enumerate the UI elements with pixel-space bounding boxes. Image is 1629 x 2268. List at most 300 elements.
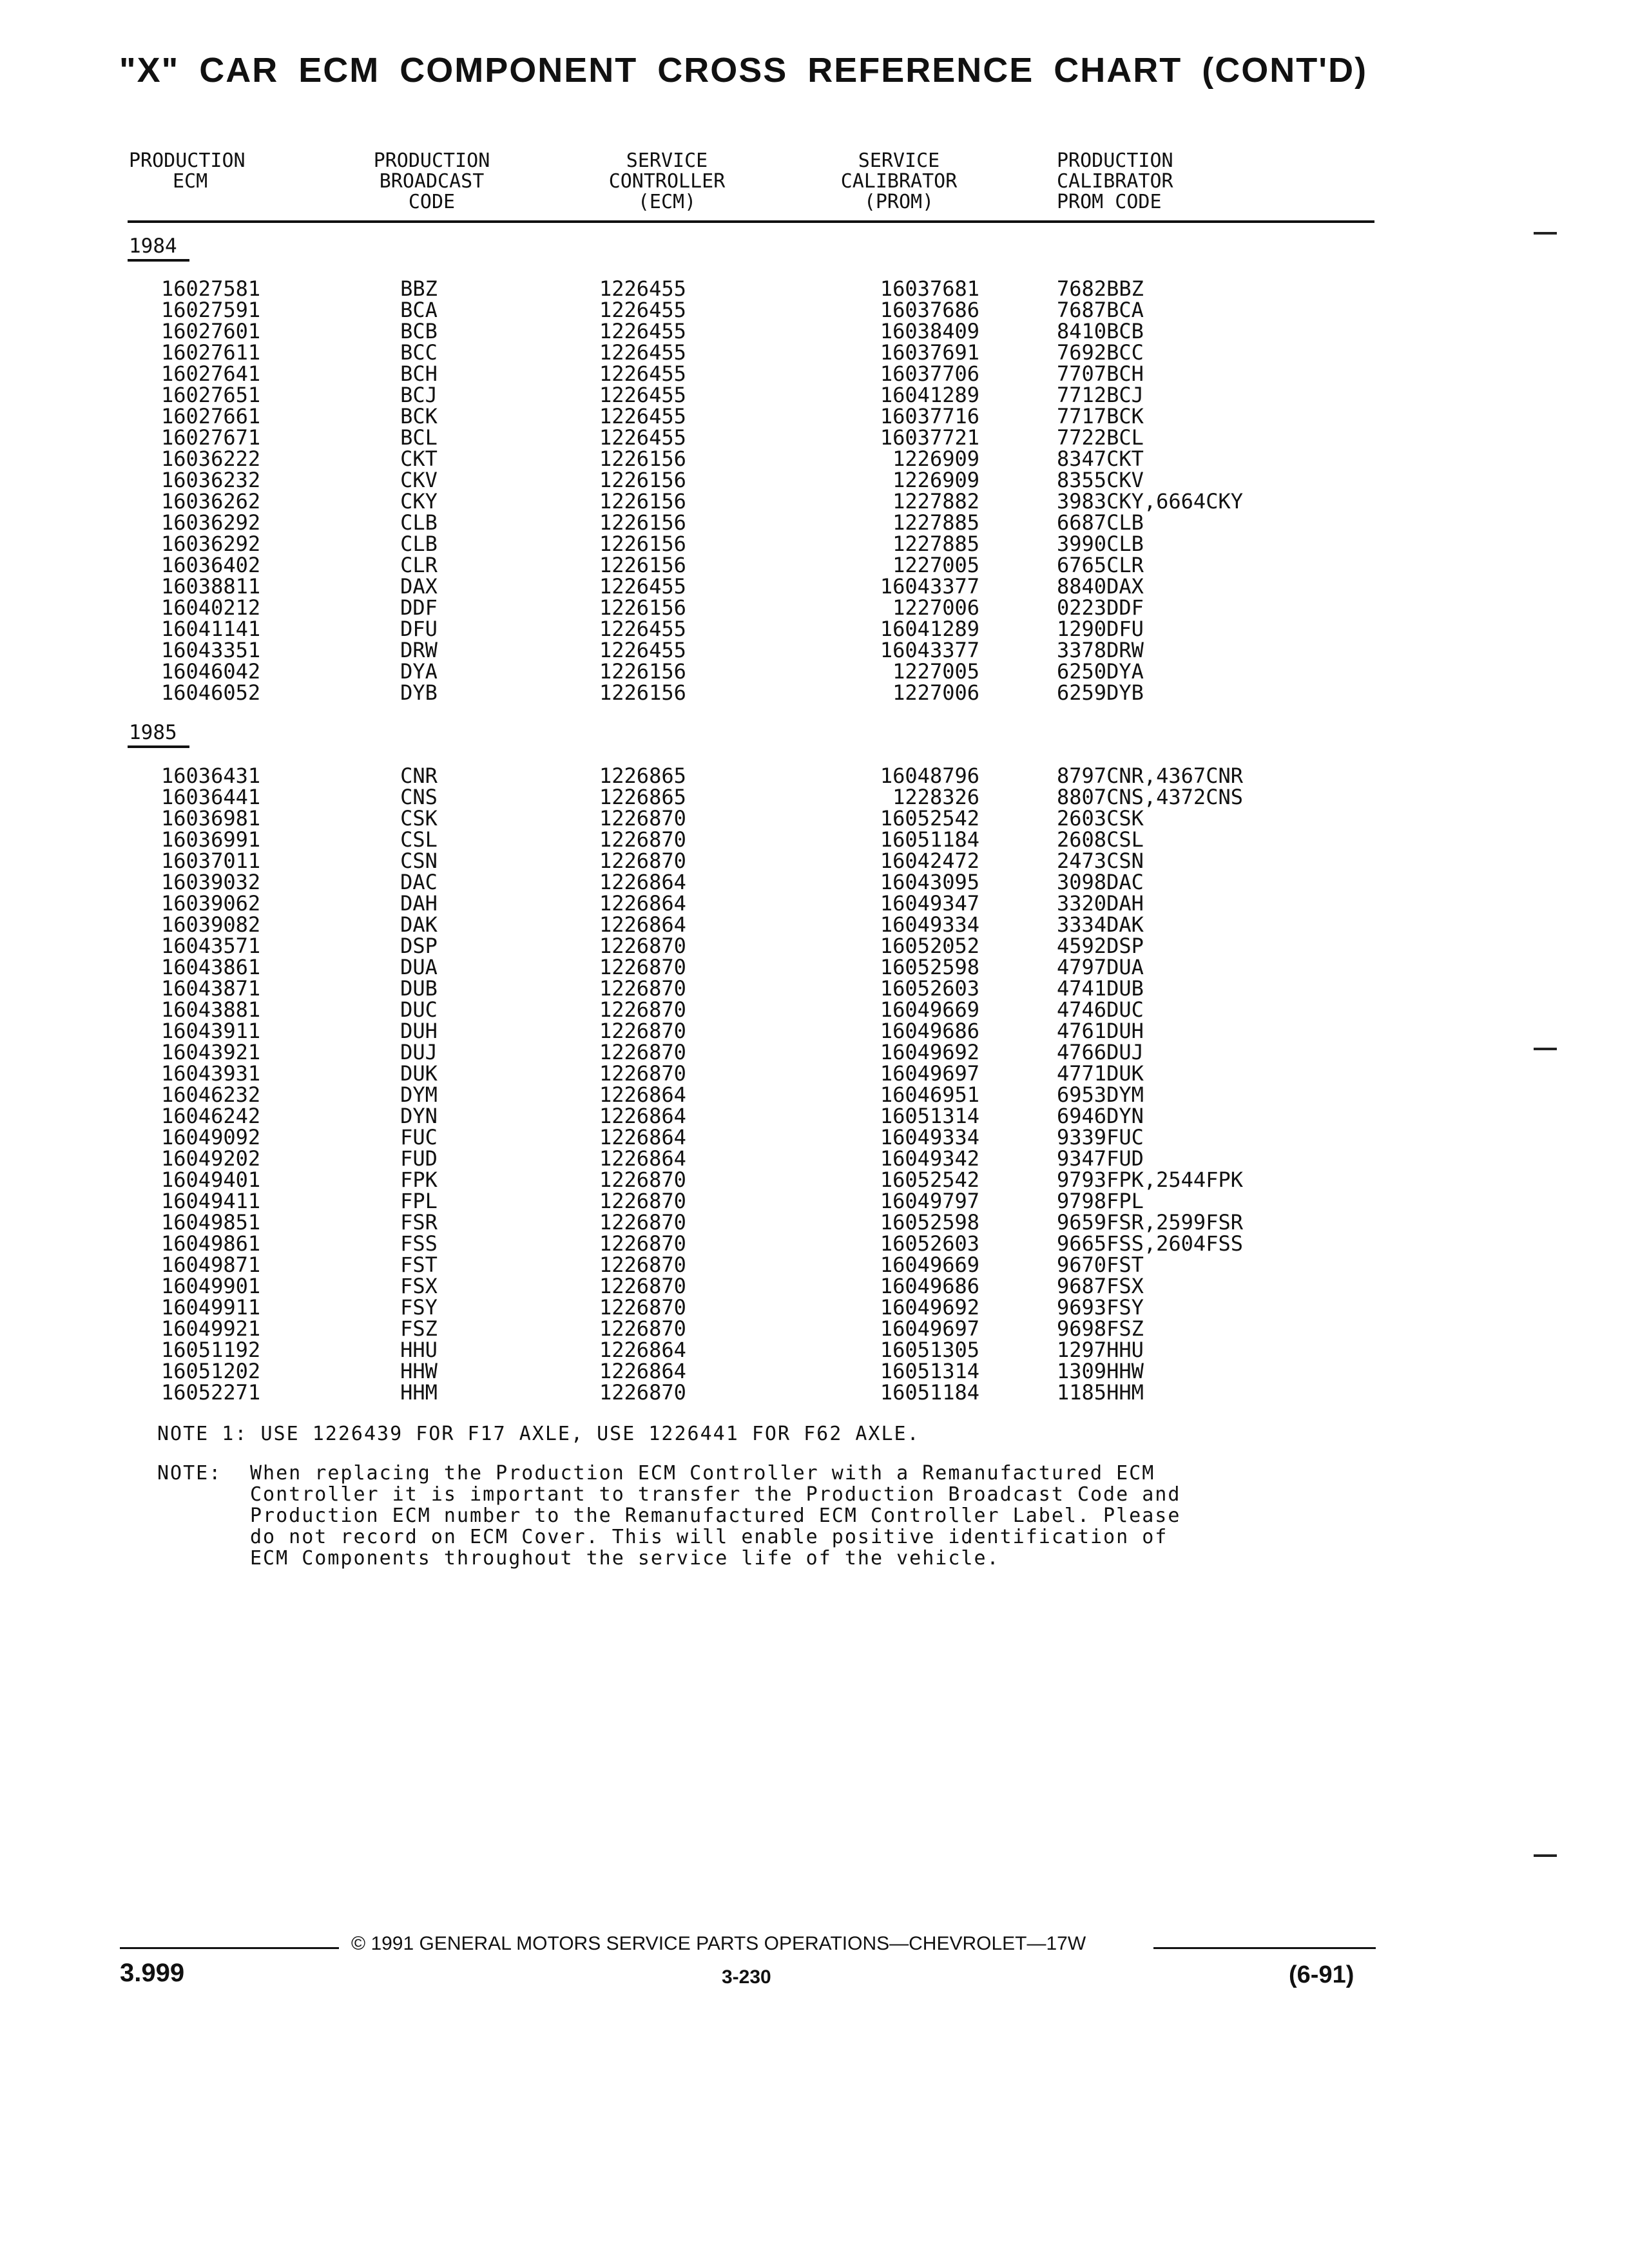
cell-code: CKY (400, 489, 438, 514)
cell-ecm: 16038811 (161, 574, 261, 599)
cell-controller: 1226455 (599, 638, 686, 662)
cell-calibrator: 16052603 (880, 1231, 979, 1256)
cell-calibrator: 16049692 (880, 1040, 979, 1064)
cell-controller: 1226870 (599, 806, 686, 831)
cell-prom-code: 6250DYA (1057, 659, 1144, 684)
cell-code: BCA (400, 298, 438, 322)
cell-prom-code: 9670FST (1057, 1253, 1144, 1277)
cell-calibrator: 16046951 (880, 1082, 979, 1107)
table-row (0, 765, 1482, 787)
cell-calibrator: 16043377 (880, 638, 979, 662)
table-row (0, 1169, 1482, 1191)
cell-calibrator: 16049334 (880, 1125, 979, 1149)
cell-controller: 1226156 (599, 553, 686, 577)
table-row (0, 597, 1482, 619)
cell-ecm: 16049901 (161, 1274, 261, 1298)
cell-ecm: 16027581 (161, 276, 261, 301)
cell-ecm: 16049401 (161, 1168, 261, 1192)
year-underline (128, 259, 189, 262)
cell-calibrator: 16049686 (880, 1274, 979, 1298)
cell-controller: 1226864 (599, 1082, 686, 1107)
cell-code: BCK (400, 404, 438, 428)
margin-mark (1534, 1854, 1557, 1857)
cell-controller: 1226156 (599, 510, 686, 535)
cell-prom-code: 7682BBZ (1057, 276, 1144, 301)
cell-prom-code: 9659FSR,2599FSR (1057, 1210, 1243, 1235)
cell-prom-code: 8410BCB (1057, 319, 1144, 343)
cell-controller: 1226455 (599, 425, 686, 450)
cell-ecm: 16043871 (161, 976, 261, 1001)
header-line: SERVICE (626, 149, 708, 172)
cell-prom-code: 7692BCC (1057, 340, 1144, 365)
cell-calibrator: 16051314 (880, 1359, 979, 1383)
cell-ecm: 16046232 (161, 1082, 261, 1107)
cell-controller: 1226455 (599, 574, 686, 599)
cell-prom-code: 2608CSL (1057, 827, 1144, 852)
table-row (0, 1340, 1482, 1361)
cell-calibrator: 1227005 (892, 659, 979, 684)
cell-prom-code: 8840DAX (1057, 574, 1144, 599)
cell-calibrator: 16048796 (880, 764, 979, 788)
cell-controller: 1226864 (599, 1125, 686, 1149)
cell-calibrator: 1226909 (892, 468, 979, 492)
cell-controller: 1226870 (599, 997, 686, 1022)
cell-code: CNR (400, 764, 438, 788)
cell-prom-code: 4766DUJ (1057, 1040, 1144, 1064)
cell-calibrator: 16051184 (880, 827, 979, 852)
cell-prom-code: 7722BCL (1057, 425, 1144, 450)
cell-controller: 1226865 (599, 764, 686, 788)
cell-controller: 1226455 (599, 383, 686, 407)
cell-controller: 1226870 (599, 1040, 686, 1064)
cell-code: DUB (400, 976, 438, 1001)
cell-prom-code: 6765CLR (1057, 553, 1144, 577)
table-1985 (0, 765, 1482, 1403)
cell-controller: 1226870 (599, 955, 686, 979)
header-service-controller (583, 151, 751, 213)
cell-prom-code: 7717BCK (1057, 404, 1144, 428)
cell-code: CLB (400, 532, 438, 556)
cell-prom-code: 4797DUA (1057, 955, 1144, 979)
cell-calibrator: 16052542 (880, 1168, 979, 1192)
cell-controller: 1226870 (599, 1380, 686, 1405)
cell-ecm: 16036222 (161, 447, 261, 471)
cell-code: CNS (400, 785, 438, 809)
table-row (0, 1042, 1482, 1063)
header-line: CALIBRATOR (840, 170, 958, 193)
cell-controller: 1226870 (599, 1210, 686, 1235)
cell-calibrator: 1227885 (892, 510, 979, 535)
year-underline (128, 745, 189, 748)
cell-prom-code: 8797CNR,4367CNR (1057, 764, 1243, 788)
table-row (0, 1191, 1482, 1212)
cell-calibrator: 16042472 (880, 849, 979, 873)
cell-ecm: 16046242 (161, 1104, 261, 1128)
table-row (0, 1063, 1482, 1084)
table-row (0, 1106, 1482, 1127)
cell-code: DAC (400, 870, 438, 894)
table-row (0, 808, 1482, 829)
cell-controller: 1226870 (599, 1274, 686, 1298)
margin-mark (1534, 1048, 1557, 1050)
cell-ecm: 16027591 (161, 298, 261, 322)
cell-controller: 1226156 (599, 532, 686, 556)
cell-calibrator: 1228326 (892, 785, 979, 809)
table-row (0, 957, 1482, 978)
table-row (0, 1361, 1482, 1382)
cell-prom-code: 9798FPL (1057, 1189, 1144, 1213)
footer-section-number: 3.999 (120, 1959, 185, 1987)
cell-controller: 1226455 (599, 340, 686, 365)
cell-calibrator: 16051305 (880, 1338, 979, 1362)
header-line: (ECM) (637, 191, 697, 213)
cell-ecm: 16049092 (161, 1125, 261, 1149)
cell-prom-code: 4761DUH (1057, 1019, 1144, 1043)
cell-code: DFU (400, 617, 438, 641)
cell-prom-code: 3320DAH (1057, 891, 1144, 916)
cell-ecm: 16036262 (161, 489, 261, 514)
cell-code: DUH (400, 1019, 438, 1043)
header-production-ecm (129, 151, 246, 192)
cell-ecm: 16043571 (161, 934, 261, 958)
cell-code: FST (400, 1253, 438, 1277)
cell-code: DDF (400, 595, 438, 620)
cell-code: DYM (400, 1082, 438, 1107)
cell-code: CSL (400, 827, 438, 852)
margin-mark (1534, 232, 1557, 235)
cell-ecm: 16027671 (161, 425, 261, 450)
section-year: 1985 (129, 721, 177, 744)
cell-code: HHU (400, 1338, 438, 1362)
cell-controller: 1226864 (599, 912, 686, 937)
cell-code: CLB (400, 510, 438, 535)
table-row (0, 1148, 1482, 1169)
table-row (0, 321, 1482, 342)
cell-calibrator: 16043377 (880, 574, 979, 599)
table-row (0, 893, 1482, 914)
cell-ecm: 16049851 (161, 1210, 261, 1235)
cell-ecm: 16049871 (161, 1253, 261, 1277)
cell-code: CKV (400, 468, 438, 492)
cell-prom-code: 8807CNS,4372CNS (1057, 785, 1243, 809)
cell-calibrator: 16037721 (880, 425, 979, 450)
cell-prom-code: 7712BCJ (1057, 383, 1144, 407)
cell-prom-code: 6687CLB (1057, 510, 1144, 535)
header-line: ECM (173, 170, 208, 193)
cell-controller: 1226870 (599, 1061, 686, 1086)
cell-ecm: 16043931 (161, 1061, 261, 1086)
cell-calibrator: 16049342 (880, 1146, 979, 1171)
cell-code: CLR (400, 553, 438, 577)
cell-controller: 1226864 (599, 1104, 686, 1128)
footer-page-number: 3-230 (722, 1966, 771, 1988)
cell-code: CSN (400, 849, 438, 873)
table-row (0, 363, 1482, 385)
cell-controller: 1226864 (599, 1338, 686, 1362)
note-axle: NOTE 1: USE 1226439 FOR F17 AXLE, USE 1226441 FOR F62 AXLE. (157, 1423, 920, 1445)
header-line: SERVICE (858, 149, 940, 172)
cell-code: DUK (400, 1061, 438, 1086)
cell-calibrator: 16052603 (880, 976, 979, 1001)
cell-code: FSY (400, 1295, 438, 1320)
table-row (0, 661, 1482, 682)
cell-code: HHW (400, 1359, 438, 1383)
cell-ecm: 16051192 (161, 1338, 261, 1362)
cell-prom-code: 7687BCA (1057, 298, 1144, 322)
cell-ecm: 16049921 (161, 1316, 261, 1341)
cell-prom-code: 9665FSS,2604FSS (1057, 1231, 1243, 1256)
cell-ecm: 16043911 (161, 1019, 261, 1043)
cell-code: FPK (400, 1168, 438, 1192)
cell-calibrator: 16038409 (880, 319, 979, 343)
cell-code: FSS (400, 1231, 438, 1256)
header-line: CODE (408, 191, 456, 213)
cell-prom-code: 4741DUB (1057, 976, 1144, 1001)
cell-controller: 1226156 (599, 468, 686, 492)
table-row (0, 682, 1482, 704)
cell-prom-code: 1290DFU (1057, 617, 1144, 641)
cell-controller: 1226870 (599, 1168, 686, 1192)
cell-calibrator: 16049669 (880, 1253, 979, 1277)
cell-code: DUC (400, 997, 438, 1022)
table-row (0, 936, 1482, 957)
cell-code: BCL (400, 425, 438, 450)
cell-calibrator: 1227885 (892, 532, 979, 556)
header-line: BROADCAST (379, 170, 485, 193)
table-row (0, 470, 1482, 491)
cell-code: BCH (400, 361, 438, 386)
cell-code: FUD (400, 1146, 438, 1171)
cell-prom-code: 2603CSK (1057, 806, 1144, 831)
cell-controller: 1226156 (599, 595, 686, 620)
cell-code: DAK (400, 912, 438, 937)
cell-code: DYA (400, 659, 438, 684)
header-broadcast-code (354, 151, 509, 213)
cell-ecm: 16036981 (161, 806, 261, 831)
table-row (0, 555, 1482, 576)
cell-controller: 1226455 (599, 361, 686, 386)
table-row (0, 512, 1482, 533)
note-text: When replacing the Production ECM Controller with a Remanufactured ECM Controller it is important to transfer the Production Broadcast Code and Production ECM number to the Remanufactured ECM Controller Label. Please do not record on ECM Cover. This will enable positive identification of ECM Components throughout the service life of the vehicle. (250, 1462, 1181, 1570)
cell-code: FPL (400, 1189, 438, 1213)
cell-ecm: 16039032 (161, 870, 261, 894)
cell-calibrator: 16049334 (880, 912, 979, 937)
cell-calibrator: 16041289 (880, 383, 979, 407)
cell-calibrator: 16052542 (880, 806, 979, 831)
cell-ecm: 16046052 (161, 680, 261, 705)
cell-calibrator: 16037681 (880, 276, 979, 301)
cell-ecm: 16040212 (161, 595, 261, 620)
cell-code: CKT (400, 447, 438, 471)
cell-prom-code: 4746DUC (1057, 997, 1144, 1022)
table-row (0, 1276, 1482, 1297)
cell-calibrator: 1227006 (892, 680, 979, 705)
cell-prom-code: 9339FUC (1057, 1125, 1144, 1149)
cell-prom-code: 3983CKY,6664CKY (1057, 489, 1243, 514)
cell-controller: 1226870 (599, 934, 686, 958)
cell-controller: 1226870 (599, 1295, 686, 1320)
cell-ecm: 16049911 (161, 1295, 261, 1320)
table-row (0, 427, 1482, 448)
cell-prom-code: 7707BCH (1057, 361, 1144, 386)
table-row (0, 576, 1482, 597)
cell-calibrator: 16049686 (880, 1019, 979, 1043)
table-row (0, 872, 1482, 893)
cell-code: CSK (400, 806, 438, 831)
cell-code: BCC (400, 340, 438, 365)
cell-ecm: 16039062 (161, 891, 261, 916)
cell-controller: 1226870 (599, 1189, 686, 1213)
table-row (0, 1297, 1482, 1318)
cell-ecm: 16049202 (161, 1146, 261, 1171)
header-line: PRODUCTION (129, 149, 246, 172)
cell-calibrator: 16037706 (880, 361, 979, 386)
table-row (0, 491, 1482, 512)
cell-calibrator: 16051314 (880, 1104, 979, 1128)
cell-code: BCB (400, 319, 438, 343)
cell-controller: 1226156 (599, 659, 686, 684)
cell-prom-code: 8355CKV (1057, 468, 1144, 492)
cell-calibrator: 16037691 (880, 340, 979, 365)
cell-controller: 1226870 (599, 1316, 686, 1341)
cell-code: DUA (400, 955, 438, 979)
cell-ecm: 16027651 (161, 383, 261, 407)
cell-code: FSZ (400, 1316, 438, 1341)
cell-prom-code: 9793FPK,2544FPK (1057, 1168, 1243, 1192)
note-label: NOTE: (157, 1462, 222, 1485)
cell-prom-code: 3098DAC (1057, 870, 1144, 894)
table-row (0, 1212, 1482, 1233)
cell-calibrator: 16049697 (880, 1061, 979, 1086)
cell-prom-code: 6259DYB (1057, 680, 1144, 705)
cell-prom-code: 4771DUK (1057, 1061, 1144, 1086)
header-line: PROM CODE (1057, 191, 1162, 213)
cell-controller: 1226455 (599, 298, 686, 322)
cell-calibrator: 16052052 (880, 934, 979, 958)
cell-ecm: 16036431 (161, 764, 261, 788)
table-row (0, 1382, 1482, 1403)
header-line: CALIBRATOR (1057, 170, 1173, 193)
cell-calibrator: 16043095 (880, 870, 979, 894)
cell-ecm: 16043861 (161, 955, 261, 979)
cell-ecm: 16039082 (161, 912, 261, 937)
table-row (0, 342, 1482, 363)
cell-calibrator: 1227005 (892, 553, 979, 577)
cell-calibrator: 1227882 (892, 489, 979, 514)
cell-code: DUJ (400, 1040, 438, 1064)
section-year: 1984 (129, 235, 177, 258)
table-row (0, 978, 1482, 999)
cell-ecm: 16036292 (161, 532, 261, 556)
cell-ecm: 16049861 (161, 1231, 261, 1256)
table-row (0, 914, 1482, 936)
cell-ecm: 16036402 (161, 553, 261, 577)
cell-controller: 1226455 (599, 319, 686, 343)
cell-prom-code: 6953DYM (1057, 1082, 1144, 1107)
cell-calibrator: 16052598 (880, 1210, 979, 1235)
cell-ecm: 16043921 (161, 1040, 261, 1064)
cell-prom-code: 3378DRW (1057, 638, 1144, 662)
table-1984 (0, 278, 1482, 704)
cell-code: FSR (400, 1210, 438, 1235)
table-row (0, 1233, 1482, 1254)
cell-prom-code: 4592DSP (1057, 934, 1144, 958)
table-row (0, 300, 1482, 321)
table-row (0, 406, 1482, 427)
cell-controller: 1226864 (599, 1359, 686, 1383)
cell-code: BBZ (400, 276, 438, 301)
table-row (0, 448, 1482, 470)
cell-prom-code: 1297HHU (1057, 1338, 1144, 1362)
cell-code: DYB (400, 680, 438, 705)
cell-prom-code: 1185HHM (1057, 1380, 1144, 1405)
cell-controller: 1226864 (599, 1146, 686, 1171)
cell-ecm: 16036441 (161, 785, 261, 809)
header-line: (PROM) (863, 191, 934, 213)
cell-code: FUC (400, 1125, 438, 1149)
cell-ecm: 16052271 (161, 1380, 261, 1405)
footer-rule-left (120, 1947, 339, 1949)
cell-prom-code: 1309HHW (1057, 1359, 1144, 1383)
cell-ecm: 16036991 (161, 827, 261, 852)
header-rule (128, 220, 1374, 223)
cell-calibrator: 1226909 (892, 447, 979, 471)
table-row (0, 1318, 1482, 1340)
cell-calibrator: 16037716 (880, 404, 979, 428)
cell-calibrator: 16037686 (880, 298, 979, 322)
cell-controller: 1226455 (599, 276, 686, 301)
cell-controller: 1226156 (599, 447, 686, 471)
table-row (0, 1127, 1482, 1148)
table-row (0, 1021, 1482, 1042)
cell-ecm: 16037011 (161, 849, 261, 873)
cell-controller: 1226455 (599, 617, 686, 641)
cell-calibrator: 16051184 (880, 1380, 979, 1405)
footer-date-code: (6-91) (1289, 1961, 1354, 1988)
cell-calibrator: 16049692 (880, 1295, 979, 1320)
cell-ecm: 16027661 (161, 404, 261, 428)
cell-code: DAX (400, 574, 438, 599)
cell-code: DSP (400, 934, 438, 958)
cell-controller: 1226870 (599, 1253, 686, 1277)
cell-controller: 1226870 (599, 1231, 686, 1256)
cell-calibrator: 16041289 (880, 617, 979, 641)
cell-controller: 1226156 (599, 680, 686, 705)
table-row (0, 1254, 1482, 1276)
cell-calibrator: 16049669 (880, 997, 979, 1022)
footer-copyright: © 1991 GENERAL MOTORS SERVICE PARTS OPERATIONS—CHEVROLET—17W (351, 1933, 1086, 1954)
cell-controller: 1226156 (599, 489, 686, 514)
page-title: "X" CAR ECM COMPONENT CROSS REFERENCE CHART (CONT'D) (119, 51, 1368, 90)
cell-prom-code: 9687FSX (1057, 1274, 1144, 1298)
cell-controller: 1226870 (599, 849, 686, 873)
cell-calibrator: 1227006 (892, 595, 979, 620)
cell-controller: 1226864 (599, 870, 686, 894)
cell-code: FSX (400, 1274, 438, 1298)
cell-ecm: 16027611 (161, 340, 261, 365)
cell-calibrator: 16049697 (880, 1316, 979, 1341)
table-row (0, 787, 1482, 808)
table-row (0, 850, 1482, 872)
cell-code: HHM (400, 1380, 438, 1405)
cell-controller: 1226870 (599, 976, 686, 1001)
cell-code: BCJ (400, 383, 438, 407)
footer-rule-right (1153, 1947, 1376, 1949)
cell-ecm: 16041141 (161, 617, 261, 641)
table-row (0, 999, 1482, 1021)
header-production-calibrator (1057, 151, 1173, 213)
table-row (0, 533, 1482, 555)
